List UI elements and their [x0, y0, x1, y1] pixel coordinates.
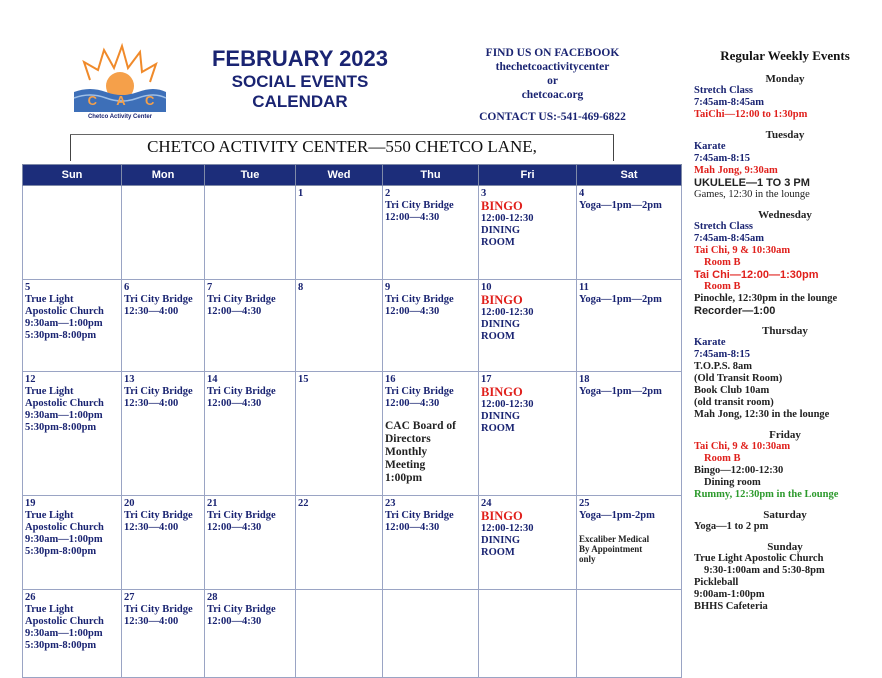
event-line: Apostolic Church [25, 616, 104, 627]
event-line: Yoga—1pm—2pm [579, 200, 662, 211]
bingo-label: BINGO [481, 385, 523, 399]
day-cell[interactable] [205, 372, 296, 496]
sidebar-day-wednesday: Wednesday [758, 209, 812, 221]
event-line: 9:30am—1:00pm [25, 628, 103, 639]
day-number: 28 [207, 592, 218, 603]
appointment-line: only [579, 554, 596, 564]
sidebar-day-sunday: Sunday [767, 541, 803, 553]
event-line: 12:30—4:00 [124, 306, 179, 317]
sidebar-event: TaiChi—12:00 to 1:30pm [694, 109, 808, 120]
weekday-header-sun: Sun [23, 165, 122, 186]
event-line: Tri City Bridge [124, 604, 193, 615]
event-line: 12:00—4:30 [385, 212, 440, 223]
title-social-events: SOCIAL EVENTS [231, 72, 369, 91]
sidebar-heading: Regular Weekly Events [720, 48, 850, 63]
event-line: Apostolic Church [25, 306, 104, 317]
day-cell[interactable] [296, 280, 383, 372]
sidebar-event: Pickleball [694, 577, 739, 588]
sidebar-day-friday: Friday [769, 429, 801, 441]
event-line: Tri City Bridge [207, 294, 276, 305]
day-number: 2 [385, 188, 391, 199]
event-line: Tri City Bridge [207, 604, 276, 615]
event-line: 12:00—4:30 [207, 306, 262, 317]
week-row [23, 186, 682, 280]
day-number: 19 [25, 498, 36, 509]
sidebar-event: 9:30-1:00am and 5:30-8pm [704, 565, 825, 576]
day-cell[interactable] [122, 186, 205, 280]
day-cell[interactable] [577, 496, 682, 590]
event-line: Yoga—1pm-2pm [579, 510, 655, 521]
sidebar-event: Stretch Class [694, 221, 754, 232]
day-cell[interactable] [205, 496, 296, 590]
day-number: 11 [579, 282, 589, 293]
facebook-heading: FIND US ON FACEBOOK [485, 47, 620, 59]
sidebar-event: Room B [704, 453, 741, 464]
day-number: 21 [207, 498, 218, 509]
sidebar-event: Recorder—1:00 [694, 305, 776, 317]
day-cell[interactable] [205, 186, 296, 280]
event-line: 12:00—4:30 [207, 522, 262, 533]
event-line: 12:00—4:30 [207, 616, 262, 627]
event-line: Tri City Bridge [207, 386, 276, 397]
event-line: 12:00—4:30 [385, 522, 440, 533]
event-line: ROOM [481, 237, 515, 248]
sidebar-event: Yoga—1 to 2 pm [694, 521, 769, 532]
weekday-header-mon: Mon [122, 165, 205, 186]
event-line: Apostolic Church [25, 522, 104, 533]
day-number: 27 [124, 592, 135, 603]
event-line: Tri City Bridge [124, 510, 193, 521]
day-cell[interactable] [296, 186, 383, 280]
sidebar-event: Mah Jong, 9:30am [694, 165, 778, 176]
event-line: ROOM [481, 423, 515, 434]
day-cell[interactable] [23, 280, 122, 372]
day-number: 16 [385, 374, 396, 385]
day-cell[interactable] [23, 186, 122, 280]
contact-phone: CONTACT US:-541-469-6822 [479, 111, 626, 123]
day-number: 14 [207, 374, 218, 385]
sidebar-event: 9:00am-1:00pm [694, 589, 765, 600]
event-line: ROOM [481, 331, 515, 342]
week-row [23, 372, 682, 496]
calendar-title [190, 46, 410, 112]
event-line: 5:30pm-8:00pm [25, 546, 97, 557]
bingo-label: BINGO [481, 293, 523, 307]
day-cell[interactable] [122, 372, 205, 496]
day-cell[interactable] [479, 186, 577, 280]
day-number: 1 [298, 188, 304, 199]
event-line: 12:30—4:00 [124, 616, 179, 627]
event-line: 12:00—4:30 [207, 398, 262, 409]
center-name-bar [70, 134, 614, 161]
day-cell[interactable] [577, 372, 682, 496]
day-number: 22 [298, 498, 309, 509]
logo-letter: C [144, 93, 155, 108]
event-line: 12:00-12:30 [481, 399, 534, 410]
event-line: Tri City Bridge [385, 510, 454, 521]
weekday-header-thu: Thu [383, 165, 479, 186]
sidebar-event: 7:45am-8:15 [694, 349, 750, 360]
event-line: 9:30am—1:00pm [25, 318, 103, 329]
spacer [385, 410, 476, 420]
sidebar-event: Rummy, 12:30pm in the Lounge [694, 489, 839, 500]
event-line: 12:00-12:30 [481, 307, 534, 318]
facebook-or: or [547, 75, 558, 87]
event-line: 12:30—4:00 [124, 398, 179, 409]
day-cell[interactable] [479, 372, 577, 496]
logo-letter: A [116, 93, 126, 108]
board-meeting-line: Meeting [385, 459, 426, 471]
event-line: DINING [481, 225, 521, 236]
day-cell[interactable] [383, 280, 479, 372]
day-number: 20 [124, 498, 135, 509]
day-cell[interactable] [205, 590, 296, 678]
day-number: 4 [579, 188, 585, 199]
sidebar-day-thursday: Thursday [762, 325, 808, 337]
day-cell[interactable] [296, 496, 383, 590]
day-cell[interactable] [23, 496, 122, 590]
bingo-label: BINGO [481, 199, 523, 213]
sidebar-event: (old transit room) [694, 397, 774, 408]
day-cell[interactable] [383, 372, 479, 496]
event-line: Tri City Bridge [385, 294, 454, 305]
day-cell[interactable] [479, 590, 577, 678]
event-line: 12:00—4:30 [385, 306, 440, 317]
sidebar-event: UKULELE—1 TO 3 PM [694, 177, 810, 189]
week-row [23, 590, 682, 678]
day-cell[interactable] [577, 186, 682, 280]
day-number: 6 [124, 282, 130, 293]
event-line: Tri City Bridge [385, 200, 454, 211]
weekday-header-tue: Tue [205, 165, 296, 186]
sidebar-event: 7:45am-8:45am [694, 97, 764, 108]
day-cell[interactable] [479, 280, 577, 372]
sidebar-event: Mah Jong, 12:30 in the lounge [694, 409, 830, 420]
weekly-events-sidebar [694, 50, 876, 613]
weekday-header-fri: Fri [479, 165, 577, 186]
sidebar-event: Karate [694, 141, 726, 152]
center-address: CHETCO ACTIVITY CENTER—550 CHETCO LANE, [147, 137, 537, 156]
day-cell[interactable] [577, 590, 682, 678]
day-number: 23 [385, 498, 396, 509]
logo-caption: Chetco Activity Center [87, 114, 153, 120]
day-number: 13 [124, 374, 135, 385]
week-row [23, 280, 682, 372]
bingo-label: BINGO [481, 509, 523, 523]
event-line: DINING [481, 535, 521, 546]
sidebar-event: Tai Chi—12:00—1:30pm [694, 269, 819, 281]
day-number: 24 [481, 498, 492, 509]
event-line: Tri City Bridge [124, 294, 193, 305]
sidebar-day-monday: Monday [765, 73, 805, 85]
website-link[interactable]: chetcoac.org [521, 89, 584, 101]
cac-logo [70, 40, 170, 130]
sidebar-event: Dining room [704, 477, 761, 488]
day-number: 7 [207, 282, 213, 293]
day-cell[interactable] [122, 496, 205, 590]
event-line: 5:30pm-8:00pm [25, 640, 97, 651]
appointment-line: By Appointment [579, 544, 643, 554]
day-cell[interactable] [122, 590, 205, 678]
day-number: 25 [579, 498, 590, 509]
event-line: Tri City Bridge [124, 386, 193, 397]
spacer [579, 522, 679, 534]
event-line: 9:30am—1:00pm [25, 534, 103, 545]
sidebar-event: True Light Apostolic Church [694, 553, 824, 564]
event-line: DINING [481, 411, 521, 422]
day-cell[interactable] [383, 496, 479, 590]
day-number: 12 [25, 374, 36, 385]
day-cell[interactable] [577, 280, 682, 372]
day-cell[interactable] [23, 590, 122, 678]
sidebar-event: T.O.P.S. 8am [694, 361, 753, 372]
event-line: Yoga—1pm—2pm [579, 386, 662, 397]
day-number: 15 [298, 374, 309, 385]
event-line: 12:00-12:30 [481, 523, 534, 534]
event-line: Apostolic Church [25, 398, 104, 409]
sidebar-event: Tai Chi, 9 & 10:30am [694, 245, 791, 256]
board-meeting-line: Directors [385, 433, 431, 445]
event-line: 12:00-12:30 [481, 213, 534, 224]
day-number: 10 [481, 282, 492, 293]
day-number: 17 [481, 374, 492, 385]
day-number: 8 [298, 282, 304, 293]
board-meeting-line: 1:00pm [385, 472, 423, 484]
sidebar-event: 7:45am-8:15 [694, 153, 750, 164]
day-cell[interactable] [122, 280, 205, 372]
sidebar-event: Games, 12:30 in the lounge [694, 189, 810, 200]
day-cell[interactable] [205, 280, 296, 372]
event-line: True Light [25, 294, 74, 305]
board-meeting-line: Monthly [385, 446, 428, 458]
event-line: True Light [25, 604, 74, 615]
event-line: 12:00—4:30 [385, 398, 440, 409]
sidebar-event: Room B [704, 257, 741, 268]
event-line: ROOM [481, 547, 515, 558]
event-line: Yoga—1pm—2pm [579, 294, 662, 305]
board-meeting-line: CAC Board of [385, 420, 456, 432]
day-cell[interactable] [383, 590, 479, 678]
sidebar-event: Karate [694, 337, 726, 348]
appointment-line: Excaliber Medical [579, 534, 650, 544]
day-number: 3 [481, 188, 487, 199]
sidebar-event: Book Club 10am [694, 385, 770, 396]
event-line: 5:30pm-8:00pm [25, 330, 97, 341]
sidebar-event: Room B [704, 281, 741, 292]
title-month: FEBRUARY 2023 [211, 46, 389, 71]
week-row [23, 496, 682, 590]
sidebar-day-saturday: Saturday [763, 509, 807, 521]
sidebar-event: Pinochle, 12:30pm in the lounge [694, 293, 838, 304]
sidebar-day-tuesday: Tuesday [765, 129, 805, 141]
event-line: 9:30am—1:00pm [25, 410, 103, 421]
day-number: 26 [25, 592, 36, 603]
facebook-page[interactable]: thechetcoactivitycenter [495, 61, 610, 73]
event-line: 5:30pm-8:00pm [25, 422, 97, 433]
calendar-grid [22, 164, 682, 678]
sidebar-event: Stretch Class [694, 85, 754, 96]
day-cell[interactable] [383, 186, 479, 280]
sidebar-event: Bingo—12:00-12:30 [694, 465, 784, 476]
sidebar-event: (Old Transit Room) [694, 373, 783, 384]
event-line: Tri City Bridge [385, 386, 454, 397]
day-number: 18 [579, 374, 590, 385]
event-line: Tri City Bridge [207, 510, 276, 521]
sidebar-event: 7:45am-8:45am [694, 233, 764, 244]
event-line: True Light [25, 510, 74, 521]
day-number: 5 [25, 282, 31, 293]
facebook-info [455, 46, 650, 102]
sidebar-event: Tai Chi, 9 & 10:30am [694, 441, 791, 452]
event-line: True Light [25, 386, 74, 397]
weekday-header-wed: Wed [296, 165, 383, 186]
weekday-header-row [23, 165, 682, 186]
day-number: 9 [385, 282, 391, 293]
day-cell[interactable] [23, 372, 122, 496]
logo-letter: C [87, 93, 98, 108]
weekday-header-sat: Sat [577, 165, 682, 186]
sidebar-event: BHHS Cafeteria [694, 601, 768, 612]
day-cell[interactable] [296, 372, 383, 496]
title-calendar: CALENDAR [252, 92, 348, 111]
day-cell[interactable] [296, 590, 383, 678]
event-line: 12:30—4:00 [124, 522, 179, 533]
day-cell[interactable] [479, 496, 577, 590]
event-line: DINING [481, 319, 521, 330]
